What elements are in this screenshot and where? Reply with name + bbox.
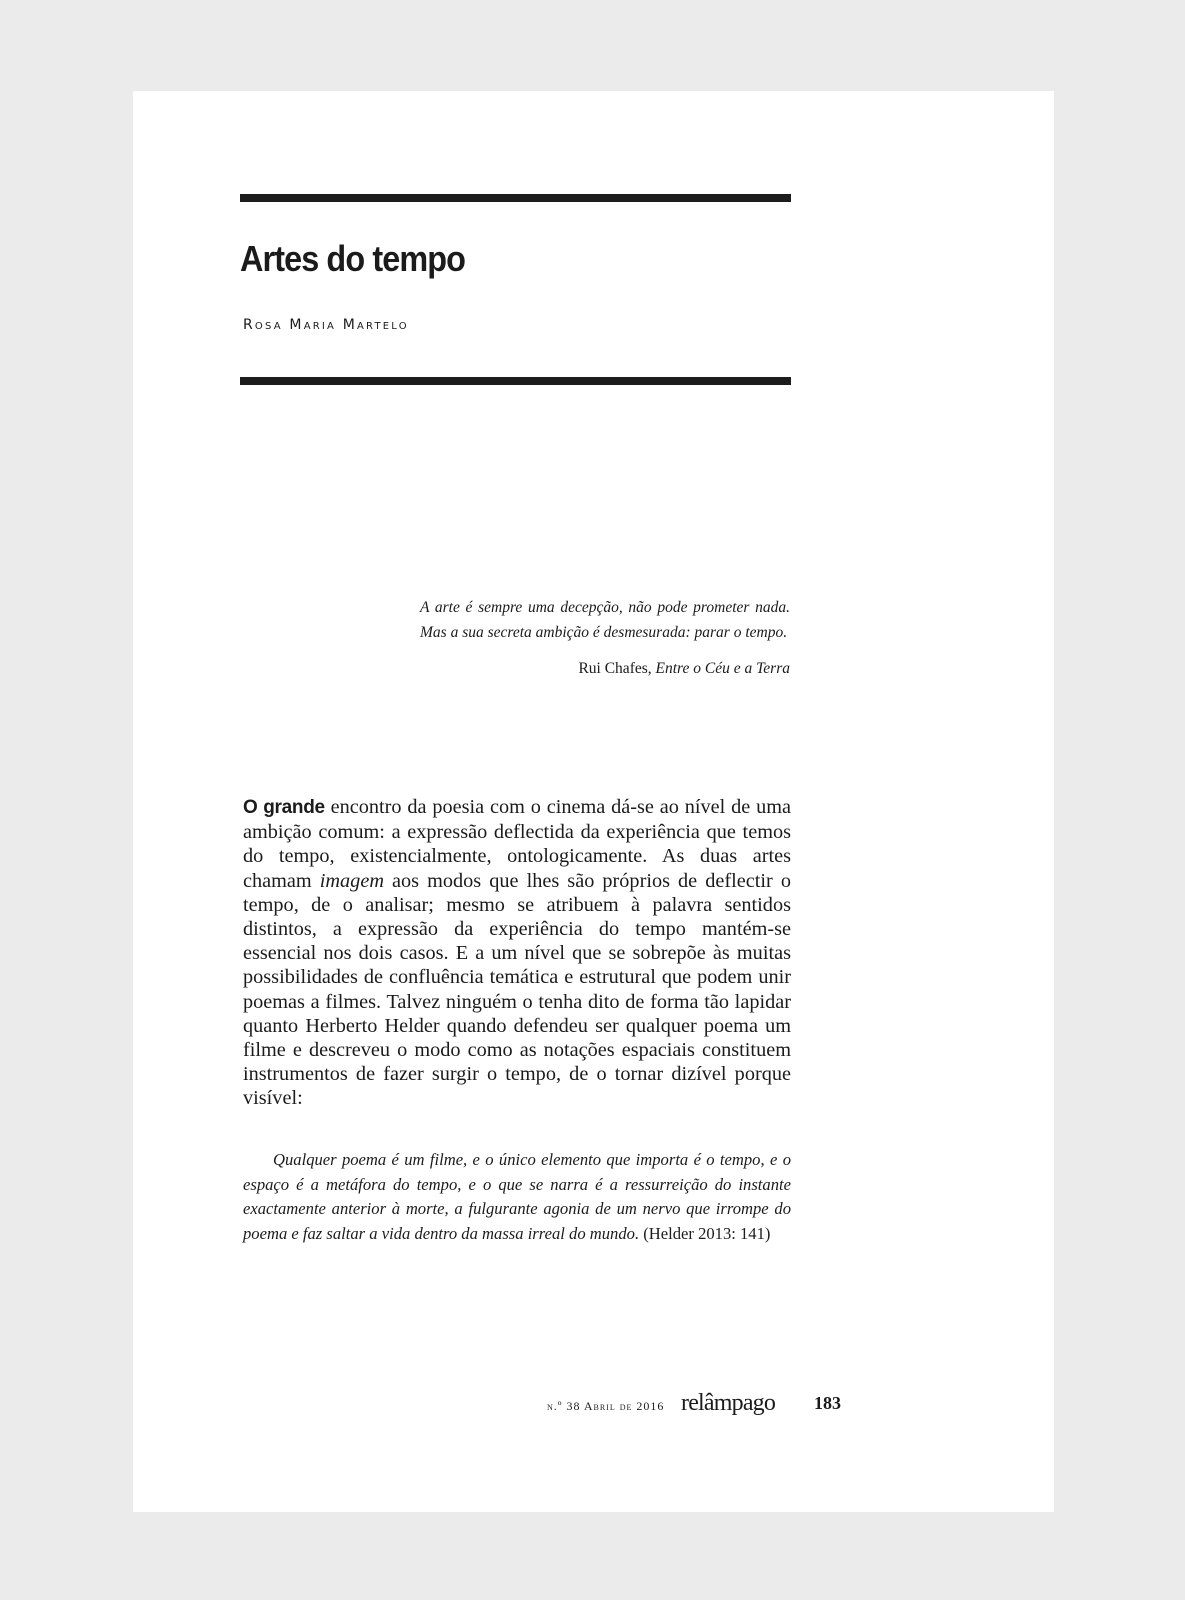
body-lead: O grande	[243, 797, 325, 818]
top-rule	[240, 194, 791, 202]
epigraph-source-work: Entre o Céu e a Terra	[655, 660, 790, 677]
quote-text: Qualquer poema é um filme, e o único elemento que importa é o tempo, e o espaço é a metáfora do tempo, e o que se narra é a ressurreição do instante exactamente anterior à morte, a fulgurante agonia de um nervo que irrompe do poema e faz saltar a vida dentro da massa irreal do mundo.	[243, 1150, 791, 1243]
article-author: Rosa Maria Martelo	[243, 317, 409, 333]
footer-magazine-name: relâmpago	[681, 1390, 776, 1416]
epigraph-source-author: Rui Chafes,	[578, 660, 652, 677]
bottom-rule	[240, 377, 791, 385]
epigraph	[420, 595, 790, 678]
block-quote	[243, 1148, 791, 1246]
page	[133, 91, 1054, 1512]
footer-issue: n.º 38 Abril de 2016	[547, 1399, 665, 1413]
article-title: Artes do tempo	[240, 238, 466, 279]
epigraph-source	[420, 660, 790, 678]
quote-citation: (Helder 2013: 141)	[639, 1223, 771, 1243]
epigraph-text: A arte é sempre uma decepção, não pode prometer nada. Mas a sua secreta ambição é desmesurada: parar o tempo.	[420, 599, 790, 641]
body-paragraph	[243, 795, 791, 1111]
page-footer	[547, 1390, 844, 1418]
body-emphasis: imagem	[319, 869, 384, 892]
body-text-2: aos modos que lhes são próprios de deflectir o tempo, de o analisar; mesmo se atribuem à palavra sentidos distintos, a expressão da experiência do tempo mantém-se essencial nos dois casos. E a um nível que se sobrepõe às muitas possibilidades de confluência temática e estrutural que podem unir poemas a filmes. Talvez ninguém o tenha dito de forma tão lapidar quanto Herberto Helder quando defendeu ser qualquer poema um filme e descreveu o modo como as notações espaciais constituem instrumentos de fazer surgir o tempo, de o tornar dizível porque visível:	[243, 869, 791, 1110]
footer-page-number: 183	[814, 1393, 841, 1413]
body-text-1: encontro da poesia com o cinema dá-se ao nível de uma ambição comum: a expressão deflectida da experiência que temos do tempo, existencialmente, ontologicamente. As duas artes chamam	[243, 796, 791, 892]
